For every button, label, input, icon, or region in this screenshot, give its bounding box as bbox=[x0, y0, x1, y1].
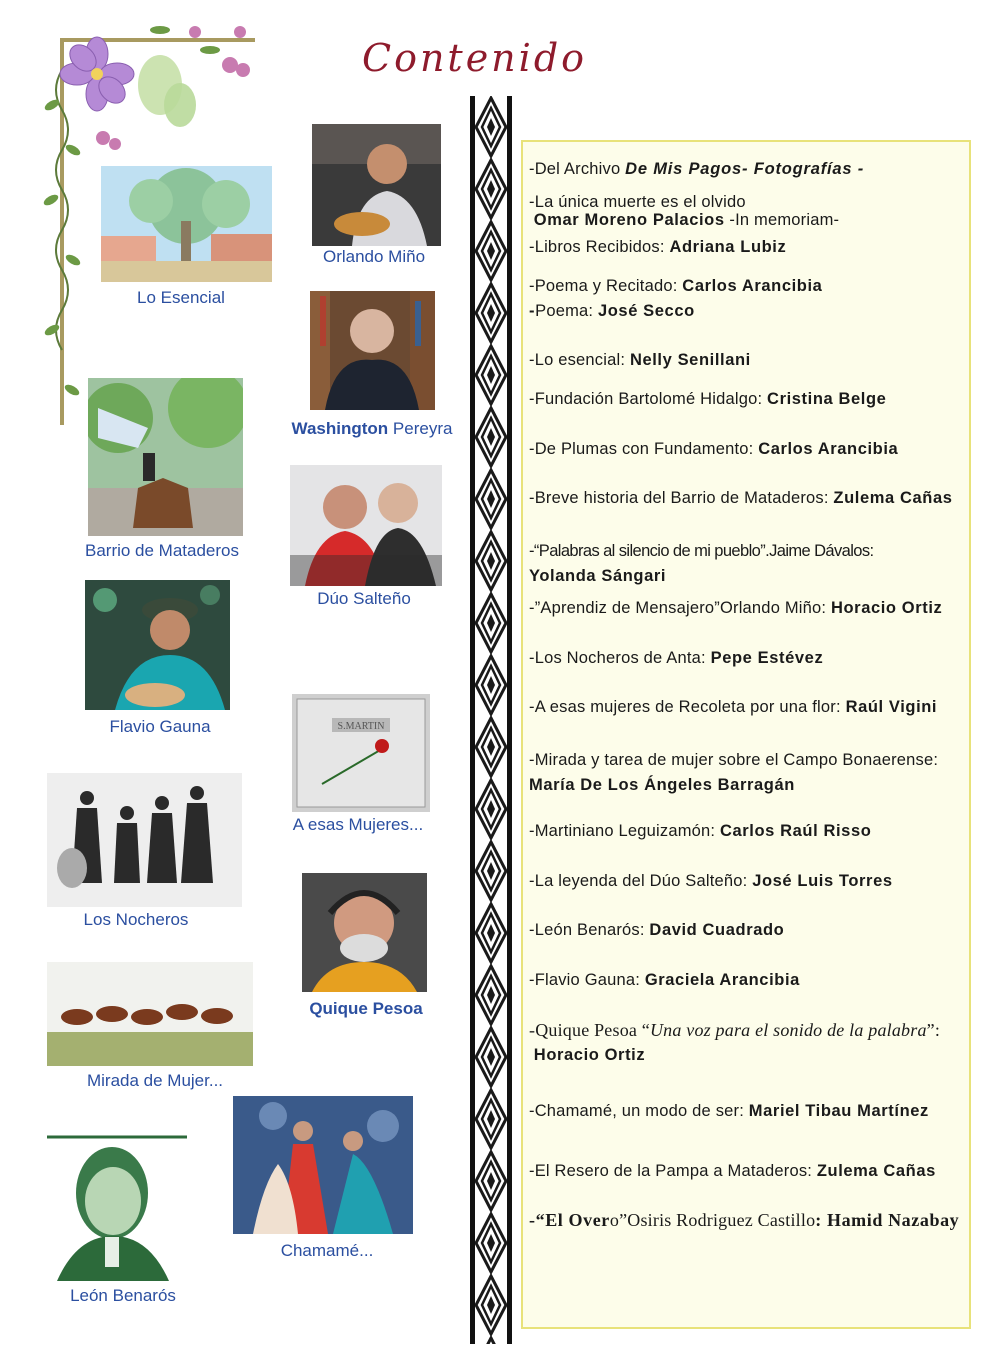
photo-los-nocheros bbox=[47, 773, 242, 907]
toc-item: -A esas mujeres de Recoleta por una flor: Raúl Vigini bbox=[529, 698, 938, 716]
toc-item: -Poema y Recitado: Carlos Arancibia bbox=[529, 277, 823, 295]
photo-duo-salteno bbox=[290, 465, 442, 586]
caption-washington-first: Washington bbox=[291, 419, 389, 438]
caption-barrio-mataderos: Barrio de Mataderos bbox=[84, 541, 240, 560]
toc-item-author: Graciela Arancibia bbox=[644, 971, 800, 989]
toc-item: -El Resero de la Pampa a Mataderos: Zulema Cañas bbox=[529, 1162, 936, 1180]
photo-lo-esencial bbox=[101, 166, 272, 282]
toc-item-author: Carlos Arancibia bbox=[682, 277, 823, 295]
toc-item-quote: Una voz para el sonido de la palabra bbox=[649, 1020, 927, 1040]
toc-item: -La única muerte es el olvido Omar Moreno Palacios -In memoriam- bbox=[529, 193, 840, 229]
toc-item: -Quique Pesoa “Una voz para el sonido de la palabra”: Horacio Ortiz bbox=[529, 1020, 941, 1064]
photo-a-esas-mujeres bbox=[292, 694, 430, 812]
caption-washington-pereyra bbox=[287, 419, 457, 439]
toc-item-author: María De Los Ángeles Barragán bbox=[529, 776, 795, 794]
caption-duo-salteno: Dúo Salteño bbox=[317, 589, 411, 608]
toc-item: -“Palabras al silencio de mi pueblo”.Jaime Dávalos: Yolanda Sángari bbox=[529, 542, 874, 585]
plaque-text: S.MARTIN bbox=[337, 721, 385, 732]
toc-item-author: José Luis Torres bbox=[752, 872, 893, 890]
toc-item-author: Omar Moreno Palacios bbox=[533, 211, 725, 229]
toc-item-author: Carlos Arancibia bbox=[758, 440, 899, 458]
photo-barrio-mataderos bbox=[88, 378, 243, 536]
toc-item: -Poema: José Secco bbox=[529, 302, 695, 320]
toc-item: -”Aprendiz de Mensajero”Orlando Miño: Horacio Ortiz bbox=[529, 599, 943, 617]
caption-lo-esencial: Lo Esencial bbox=[137, 288, 225, 307]
caption-chamame: Chamamé... bbox=[280, 1241, 374, 1260]
caption-washington-last: Pereyra bbox=[388, 419, 453, 438]
toc-item-author: Mariel Tibau Martínez bbox=[748, 1102, 929, 1120]
toc-item: -Los Nocheros de Anta: Pepe Estévez bbox=[529, 649, 824, 667]
toc-item-author: Nelly Senillani bbox=[629, 351, 751, 369]
photo-washington-pereyra bbox=[310, 291, 435, 410]
caption-orlando-mino: Orlando Miño bbox=[322, 247, 426, 266]
caption-flavio-gauna: Flavio Gauna bbox=[109, 717, 211, 736]
toc-item-highlight: De Mis Pagos- Fotografías - bbox=[625, 160, 865, 178]
toc-item: -Del Archivo De Mis Pagos- Fotografías - bbox=[529, 160, 865, 178]
toc-item: -“El Overo”Osiris Rodriguez Castillo: Hamid Nazabay bbox=[529, 1210, 960, 1230]
photo-chamame bbox=[233, 1096, 413, 1234]
toc-item-author: Cristina Belge bbox=[767, 390, 887, 408]
toc-item: -Libros Recibidos: Adriana Lubiz bbox=[529, 238, 787, 256]
toc-item-author: Raúl Vigini bbox=[845, 698, 938, 716]
toc-item-author: : Hamid Nazabay bbox=[815, 1210, 960, 1230]
toc-item-author: Zulema Cañas bbox=[833, 489, 953, 507]
toc-item: -Martiniano Leguizamón: Carlos Raúl Risso bbox=[529, 822, 872, 840]
toc-item-author: Adriana Lubiz bbox=[669, 238, 787, 256]
photo-orlando-mino bbox=[312, 124, 441, 246]
caption-mirada-de-mujer: Mirada de Mujer... bbox=[86, 1071, 224, 1090]
photo-flavio-gauna bbox=[85, 580, 230, 710]
toc-item-author: David Cuadrado bbox=[649, 921, 785, 939]
photo-quique-pesoa bbox=[302, 873, 427, 992]
toc-item: -De Plumas con Fundamento: Carlos Arancibia bbox=[529, 440, 899, 458]
photo-leon-benaros bbox=[47, 1133, 187, 1281]
toc-item-author: Horacio Ortiz bbox=[830, 599, 943, 617]
caption-leon-benaros: León Benarós bbox=[70, 1286, 176, 1305]
toc-item-author: Horacio Ortiz bbox=[533, 1046, 646, 1064]
caption-a-esas-mujeres: A esas Mujeres... bbox=[292, 815, 424, 834]
toc-item-author: José Secco bbox=[597, 302, 695, 320]
toc-item-author: Zulema Cañas bbox=[816, 1162, 936, 1180]
caption-quique-pesoa: Quique Pesoa bbox=[309, 999, 423, 1018]
table-of-contents bbox=[521, 140, 971, 1329]
toc-item: -Mirada y tarea de mujer sobre el Campo Bonaerense: María De Los Ángeles Barragán bbox=[529, 751, 939, 794]
toc-item: -Lo esencial: Nelly Senillani bbox=[529, 351, 751, 369]
caption-los-nocheros: Los Nocheros bbox=[83, 910, 189, 929]
toc-item: -Breve historia del Barrio de Mataderos: Zulema Cañas bbox=[529, 489, 953, 507]
page-title: Contenido bbox=[362, 36, 588, 80]
toc-item: -Flavio Gauna: Graciela Arancibia bbox=[529, 971, 800, 989]
toc-item-author: Carlos Raúl Risso bbox=[719, 822, 872, 840]
toc-item-author: Yolanda Sángari bbox=[529, 567, 667, 585]
toc-item: -La leyenda del Dúo Salteño: José Luis Torres bbox=[529, 872, 893, 890]
toc-item: -León Benarós: David Cuadrado bbox=[529, 921, 785, 939]
toc-item: -Fundación Bartolomé Hidalgo: Cristina Belge bbox=[529, 390, 887, 408]
diamond-column-divider bbox=[470, 96, 512, 1344]
toc-item-author: Pepe Estévez bbox=[710, 649, 824, 667]
toc-item: -Chamamé, un modo de ser: Mariel Tibau Martínez bbox=[529, 1102, 929, 1120]
photo-mirada-de-mujer bbox=[47, 962, 253, 1066]
